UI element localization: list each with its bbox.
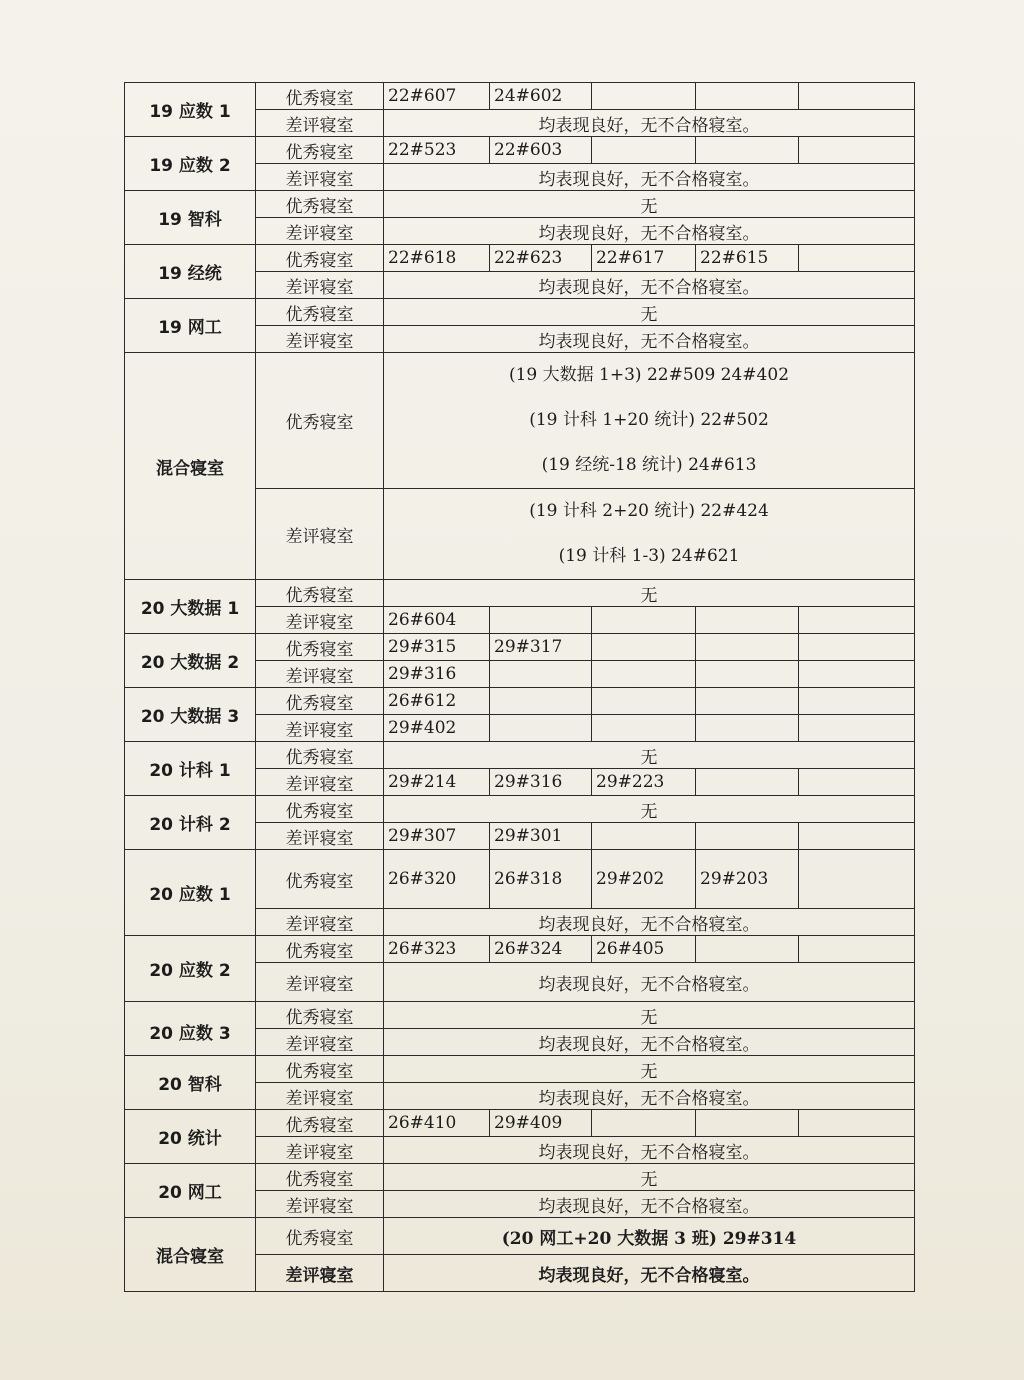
table-row — [125, 742, 915, 769]
empty-cell — [696, 823, 799, 850]
room-cell: 29#202 — [592, 850, 696, 909]
room-cell: 26#410 — [384, 1110, 490, 1137]
table-row — [125, 353, 915, 489]
table-row — [125, 1218, 915, 1255]
table-row — [125, 580, 915, 607]
all-good-note: 均表现良好，无不合格寝室。 — [384, 110, 915, 137]
room-cell: 22#617 — [592, 245, 696, 272]
all-good-note: 均表现良好，无不合格寝室。 — [384, 1191, 915, 1218]
class-name: 20 计科 2 — [125, 796, 256, 850]
empty-cell — [799, 83, 915, 110]
class-name: 20 计科 1 — [125, 742, 256, 796]
empty-cell — [592, 83, 696, 110]
table-row — [125, 688, 915, 715]
category-bad: 差评寝室 — [256, 218, 384, 245]
all-good-note: 均表现良好，无不合格寝室。 — [384, 326, 915, 353]
table-row — [125, 936, 915, 963]
room-cell: 26#323 — [384, 936, 490, 963]
all-good-note: 均表现良好，无不合格寝室。 — [384, 272, 915, 299]
mixed-bad-line: (19 计科 1-3) 24#621 — [558, 546, 740, 566]
table-row — [125, 1164, 915, 1191]
room-cell: 24#602 — [490, 83, 592, 110]
category-good: 优秀寝室 — [256, 245, 384, 272]
category-bad: 差评寝室 — [256, 489, 384, 580]
all-good-note: 均表现良好，无不合格寝室。 — [384, 218, 915, 245]
category-bad: 差评寝室 — [256, 1255, 384, 1292]
room-cell: 22#618 — [384, 245, 490, 272]
category-good: 优秀寝室 — [256, 1164, 384, 1191]
room-cell: 22#603 — [490, 137, 592, 164]
none-note: 无 — [384, 580, 915, 607]
all-good-note: 均表现良好，无不合格寝室。 — [384, 1255, 915, 1292]
empty-cell — [799, 688, 915, 715]
table-row — [125, 83, 915, 110]
room-cell: 29#409 — [490, 1110, 592, 1137]
category-bad: 差评寝室 — [256, 909, 384, 936]
table-row — [125, 245, 915, 272]
empty-cell — [799, 1110, 915, 1137]
room-cell: 26#318 — [490, 850, 592, 909]
class-name: 19 应数 2 — [125, 137, 256, 191]
all-good-note: 均表现良好，无不合格寝室。 — [384, 909, 915, 936]
category-good: 优秀寝室 — [256, 137, 384, 164]
category-good: 优秀寝室 — [256, 1002, 384, 1029]
category-good: 优秀寝室 — [256, 299, 384, 326]
empty-cell — [592, 715, 696, 742]
mixed-good-line: (20 网工+20 大数据 3 班) 29#314 — [384, 1218, 915, 1255]
class-name: 20 应数 3 — [125, 1002, 256, 1056]
category-good: 优秀寝室 — [256, 850, 384, 909]
room-cell: 26#324 — [490, 936, 592, 963]
category-bad: 差评寝室 — [256, 326, 384, 353]
none-note: 无 — [384, 796, 915, 823]
empty-cell — [592, 137, 696, 164]
room-cell: 22#623 — [490, 245, 592, 272]
none-note: 无 — [384, 742, 915, 769]
room-cell: 29#214 — [384, 769, 490, 796]
none-note: 无 — [384, 299, 915, 326]
category-good: 优秀寝室 — [256, 353, 384, 489]
empty-cell — [490, 715, 592, 742]
category-good: 优秀寝室 — [256, 688, 384, 715]
table-row — [125, 1002, 915, 1029]
category-bad: 差评寝室 — [256, 607, 384, 634]
mixed-good-list — [384, 353, 915, 489]
empty-cell — [696, 607, 799, 634]
room-cell: 29#315 — [384, 634, 490, 661]
class-name: 19 应数 1 — [125, 83, 256, 137]
mixed-good-line: (19 经统-18 统计) 24#613 — [541, 455, 757, 475]
none-note: 无 — [384, 191, 915, 218]
category-bad: 差评寝室 — [256, 715, 384, 742]
category-bad: 差评寝室 — [256, 1137, 384, 1164]
class-name: 混合寝室 — [125, 353, 256, 580]
class-name: 19 网工 — [125, 299, 256, 353]
empty-cell — [490, 688, 592, 715]
category-good: 优秀寝室 — [256, 634, 384, 661]
empty-cell — [799, 245, 915, 272]
empty-cell — [696, 715, 799, 742]
table-row — [125, 299, 915, 326]
empty-cell — [490, 607, 592, 634]
category-good: 优秀寝室 — [256, 580, 384, 607]
room-cell: 26#405 — [592, 936, 696, 963]
table-row — [125, 1110, 915, 1137]
empty-cell — [696, 936, 799, 963]
category-good: 优秀寝室 — [256, 936, 384, 963]
room-cell: 29#301 — [490, 823, 592, 850]
dorm-evaluation-table — [124, 82, 915, 1292]
category-good: 优秀寝室 — [256, 1110, 384, 1137]
class-name: 19 智科 — [125, 191, 256, 245]
class-name: 20 统计 — [125, 1110, 256, 1164]
empty-cell — [592, 1110, 696, 1137]
category-good: 优秀寝室 — [256, 796, 384, 823]
room-cell: 26#320 — [384, 850, 490, 909]
mixed-good-line: (19 计科 1+20 统计) 22#502 — [529, 410, 769, 430]
empty-cell — [799, 715, 915, 742]
category-bad: 差评寝室 — [256, 1083, 384, 1110]
none-note: 无 — [384, 1164, 915, 1191]
mixed-bad-list — [384, 489, 915, 580]
empty-cell — [696, 688, 799, 715]
empty-cell — [799, 936, 915, 963]
room-cell: 29#316 — [384, 661, 490, 688]
empty-cell — [696, 137, 799, 164]
category-good: 优秀寝室 — [256, 1056, 384, 1083]
table-row — [125, 137, 915, 164]
category-bad: 差评寝室 — [256, 272, 384, 299]
room-cell: 29#223 — [592, 769, 696, 796]
empty-cell — [696, 83, 799, 110]
category-bad: 差评寝室 — [256, 1191, 384, 1218]
table-row — [125, 850, 915, 909]
none-note: 无 — [384, 1002, 915, 1029]
mixed-good-line: (19 大数据 1+3) 22#509 24#402 — [508, 365, 790, 385]
room-cell: 29#203 — [696, 850, 799, 909]
all-good-note: 均表现良好，无不合格寝室。 — [384, 1029, 915, 1056]
empty-cell — [696, 1110, 799, 1137]
mixed-bad-line: (19 计科 2+20 统计) 22#424 — [529, 501, 769, 521]
class-name: 20 智科 — [125, 1056, 256, 1110]
table-row — [125, 1056, 915, 1083]
empty-cell — [696, 661, 799, 688]
room-cell: 26#604 — [384, 607, 490, 634]
table-row — [125, 796, 915, 823]
category-bad: 差评寝室 — [256, 164, 384, 191]
all-good-note: 均表现良好，无不合格寝室。 — [384, 164, 915, 191]
category-good: 优秀寝室 — [256, 191, 384, 218]
class-name: 20 大数据 2 — [125, 634, 256, 688]
empty-cell — [799, 661, 915, 688]
empty-cell — [592, 607, 696, 634]
room-cell: 29#402 — [384, 715, 490, 742]
room-cell: 29#307 — [384, 823, 490, 850]
category-bad: 差评寝室 — [256, 769, 384, 796]
room-cell: 29#317 — [490, 634, 592, 661]
category-good: 优秀寝室 — [256, 1218, 384, 1255]
category-bad: 差评寝室 — [256, 661, 384, 688]
category-bad: 差评寝室 — [256, 110, 384, 137]
room-cell: 22#523 — [384, 137, 490, 164]
empty-cell — [592, 823, 696, 850]
class-name: 20 大数据 1 — [125, 580, 256, 634]
empty-cell — [799, 137, 915, 164]
room-cell: 26#612 — [384, 688, 490, 715]
empty-cell — [490, 661, 592, 688]
category-good: 优秀寝室 — [256, 83, 384, 110]
empty-cell — [592, 661, 696, 688]
category-bad: 差评寝室 — [256, 963, 384, 1002]
table-row — [125, 634, 915, 661]
empty-cell — [696, 634, 799, 661]
room-cell: 22#607 — [384, 83, 490, 110]
empty-cell — [592, 634, 696, 661]
class-name: 20 应数 1 — [125, 850, 256, 936]
all-good-note: 均表现良好，无不合格寝室。 — [384, 1083, 915, 1110]
empty-cell — [799, 769, 915, 796]
empty-cell — [799, 823, 915, 850]
empty-cell — [696, 769, 799, 796]
room-cell: 22#615 — [696, 245, 799, 272]
room-cell: 29#316 — [490, 769, 592, 796]
class-name: 混合寝室 — [125, 1218, 256, 1292]
category-bad: 差评寝室 — [256, 823, 384, 850]
all-good-note: 均表现良好，无不合格寝室。 — [384, 963, 915, 1002]
class-name: 20 应数 2 — [125, 936, 256, 1002]
class-name: 19 经统 — [125, 245, 256, 299]
empty-cell — [592, 688, 696, 715]
empty-cell — [799, 850, 915, 909]
class-name: 20 网工 — [125, 1164, 256, 1218]
table-row — [125, 191, 915, 218]
empty-cell — [799, 607, 915, 634]
category-bad: 差评寝室 — [256, 1029, 384, 1056]
all-good-note: 均表现良好，无不合格寝室。 — [384, 1137, 915, 1164]
class-name: 20 大数据 3 — [125, 688, 256, 742]
category-good: 优秀寝室 — [256, 742, 384, 769]
empty-cell — [799, 634, 915, 661]
none-note: 无 — [384, 1056, 915, 1083]
